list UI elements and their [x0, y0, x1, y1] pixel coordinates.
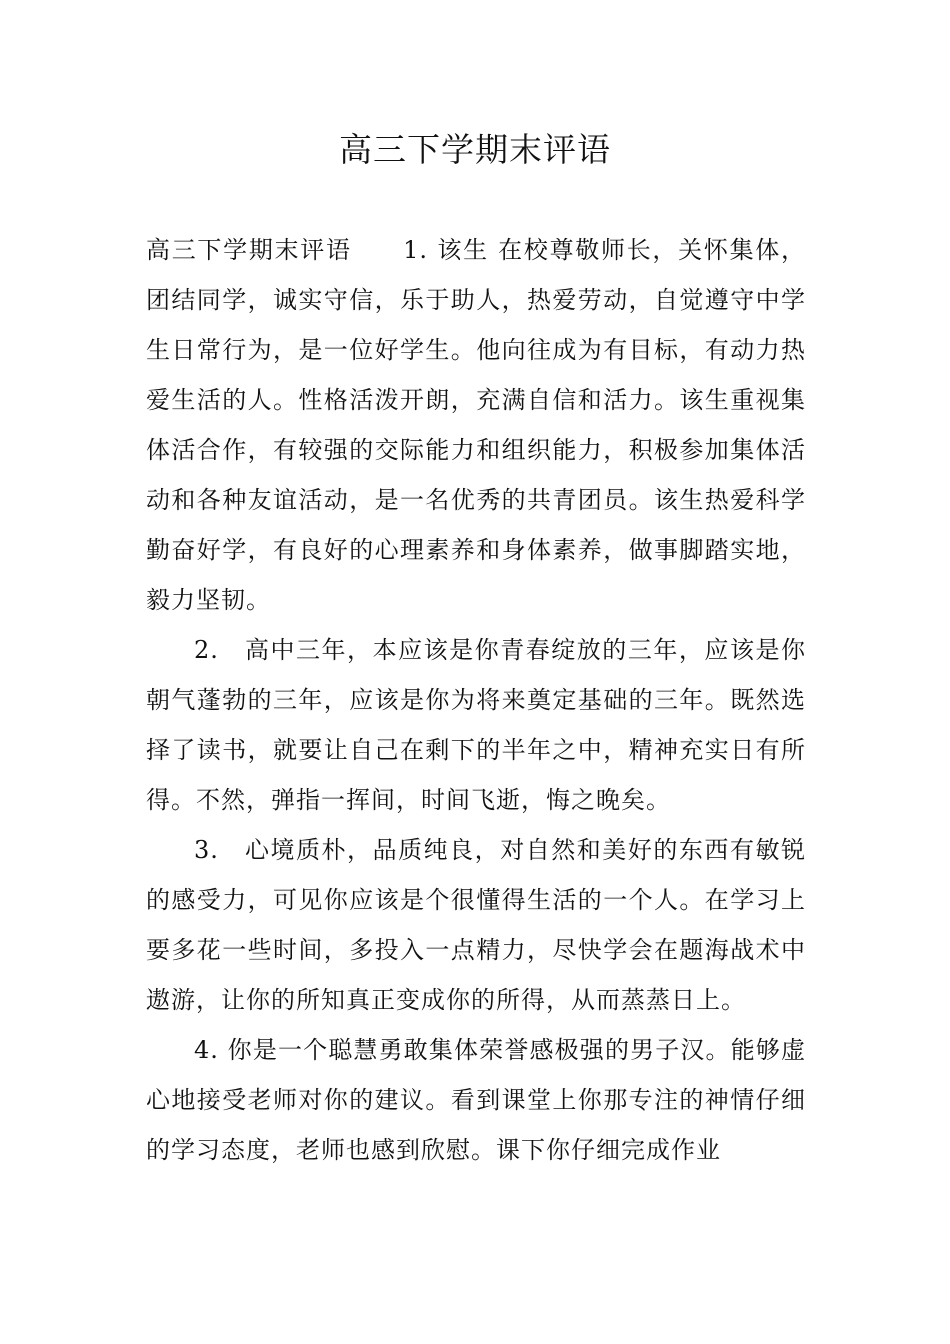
- paragraph-1: 高三下学期末评语 1. 该生 在校尊敬师长，关怀集体，团结同学，诚实守信，乐于助人，热爱劳动，自觉遵守中学生日常行为，是一位好学生。他向往成为有目标，有动力热爱生活的人。性格活泼开朗，充满自信和活力。该生重视集体活合作，有较强的交际能力和组织能力，积极参加集体活动和各种友谊活动，是一名优秀的共青团员。该生热爱科学勤奋好学，有良好的心理素养和身体素养，做事脚踏实地，毅力坚韧。: [146, 236, 806, 614]
- document-title: 高三下学期末评语: [339, 130, 611, 169]
- paragraph-2: 2. 高中三年，本应该是你青春绽放的三年，应该是你朝气蓬勃的三年，应该是你为将来奠定基础的三年。既然选择了读书，就要让自己在剩下的半年之中，精神充实日有所得。不然，弹指一挥间，时间飞逝，悔之晚矣。: [146, 636, 806, 814]
- document-body: [146, 225, 806, 1175]
- paragraph-3: 3. 心境质朴，品质纯良，对自然和美好的东西有敏锐的感受力，可见你应该是个很懂得生活的一个人。在学习上要多花一些时间，多投入一点精力，尽快学会在题海战术中遨游，让你的所知真正变成你的所得，从而蒸蒸日上。: [146, 836, 806, 1014]
- paragraph-4: 4. 你是一个聪慧勇敢集体荣誉感极强的男子汉。能够虚心地接受老师对你的建议。看到课堂上你那专注的神情仔细的学习态度，老师也感到欣慰。课下你仔细完成作业: [146, 1036, 806, 1164]
